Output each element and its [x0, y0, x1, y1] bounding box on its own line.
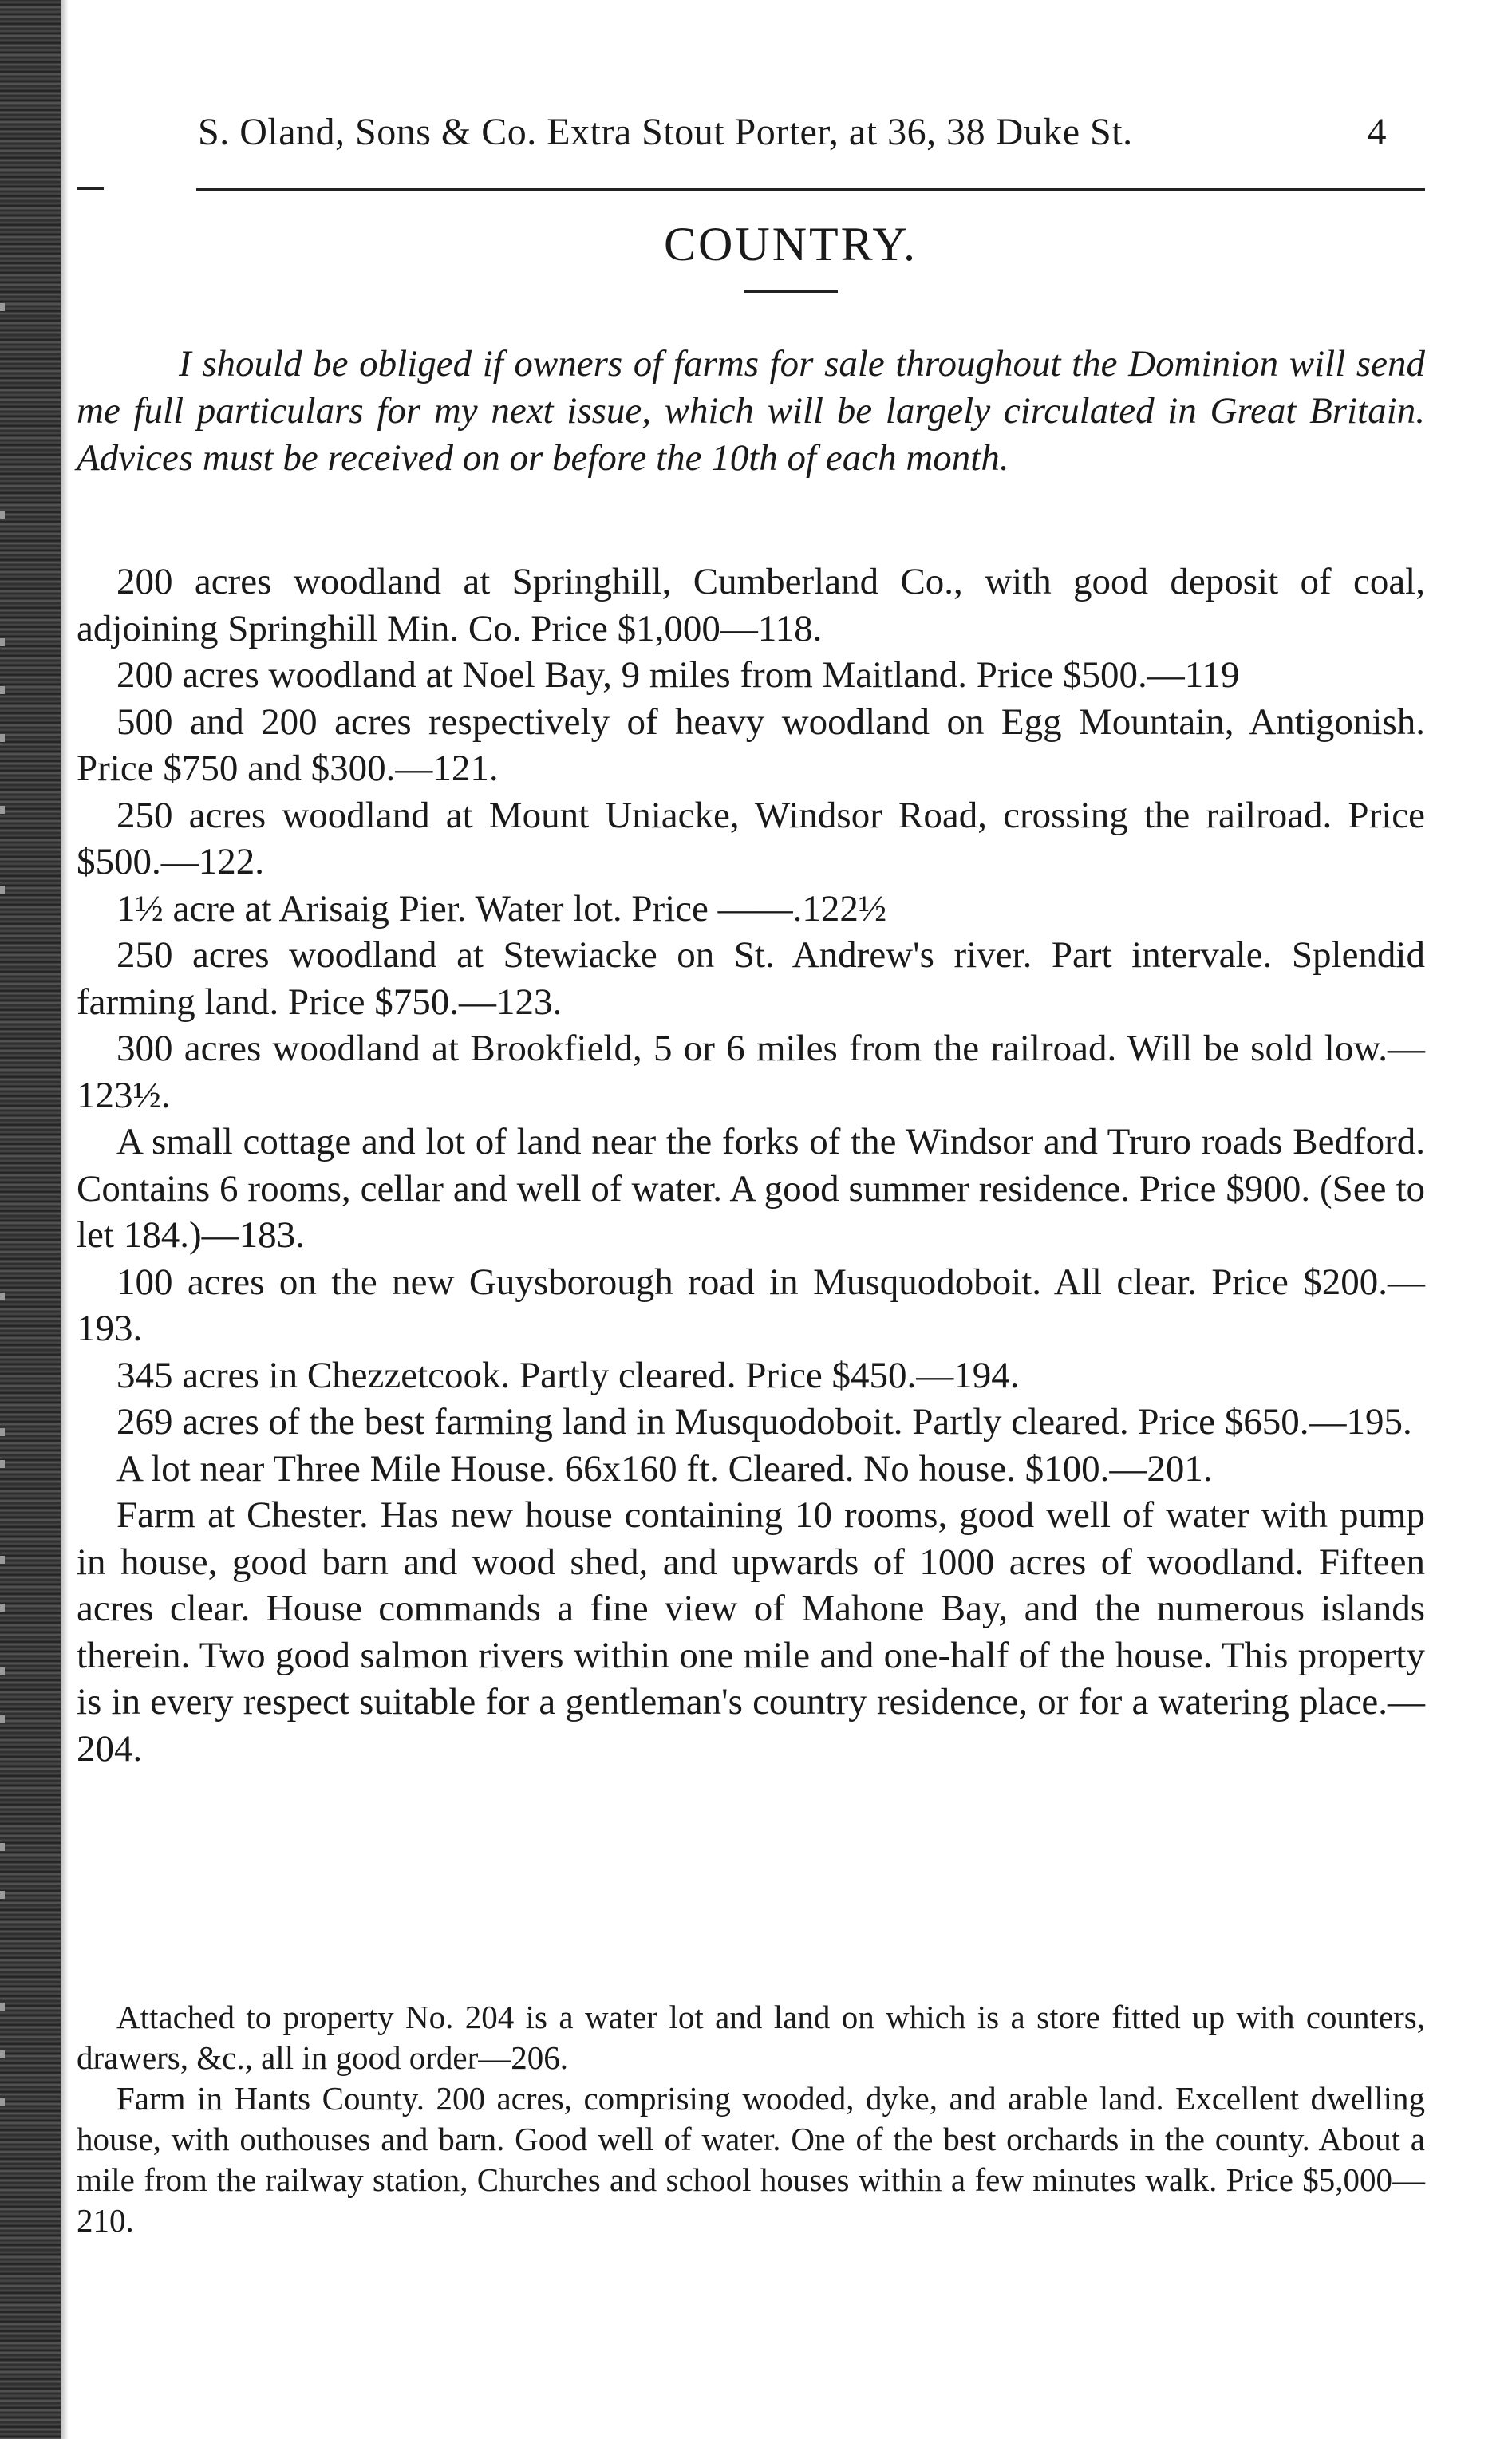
header-dash	[77, 187, 104, 190]
gutter-speck	[0, 734, 5, 742]
listing-item: 500 and 200 acres respectively of heavy woodland on Egg Mountain, Antigonish. Price $750 and $300.—121.	[77, 701, 1425, 789]
page-number: 4	[1367, 111, 1387, 153]
property-listings	[77, 558, 1425, 1772]
listing-item-small: Attached to property No. 204 is a water lot and land on which is a store fitted up with counters, drawers, &c., all in good order—206.	[77, 1999, 1425, 2076]
gutter-speck	[0, 511, 5, 519]
listing-item: A small cottage and lot of land near the forks of the Windsor and Truro roads Bedford. Contains 6 rooms, cellar and well of water. A good summer residence. Price $900. (See to let 184.)—183.	[77, 1121, 1425, 1256]
gutter-speck	[0, 1604, 5, 1612]
listing-item: 200 acres woodland at Noel Bay, 9 miles from Maitland. Price $500.—119	[116, 654, 1240, 696]
listing-item: 1½ acre at Arisaig Pier. Water lot. Price ——.122½	[116, 887, 887, 929]
gutter-speck	[0, 1460, 5, 1468]
listing-item: 100 acres on the new Guysborough road in Musquodoboit. All clear. Price $200.—193.	[77, 1261, 1425, 1349]
gutter-marks	[0, 0, 24, 2439]
gutter-speck	[0, 1428, 5, 1436]
gutter-speck	[0, 1556, 5, 1564]
section-title: COUNTRY.	[664, 218, 918, 270]
property-listings-small	[77, 1997, 1425, 2241]
gutter-speck	[0, 2003, 5, 2011]
gutter-speck	[0, 1293, 5, 1300]
gutter-speck	[0, 686, 5, 694]
gutter-speck	[0, 1667, 5, 1675]
gutter-speck	[0, 1891, 5, 1899]
gutter-speck	[0, 638, 5, 646]
gutter-speck	[0, 1715, 5, 1723]
gutter-speck	[0, 886, 5, 894]
listing-item: 345 acres in Chezzetcook. Partly cleared. Price $450.—194.	[116, 1354, 1020, 1396]
listing-item: Farm at Chester. Has new house containing 10 rooms, good well of water with pump in house, good barn and wood shed, and upwards of 1000 acres of woodland. Fifteen acres clear. House commands a fine view of Mahone Bay, and the numerous islands therein. Two good salmon rivers within one mile and one-half of the house. This property is in every respect suitable for a gentleman's country residence, or for a watering place.—204.	[77, 1494, 1425, 1770]
gutter-speck	[0, 1843, 5, 1851]
gutter-speck	[0, 806, 5, 814]
header-rule	[196, 188, 1425, 191]
title-rule	[744, 290, 838, 293]
gutter-speck	[0, 2098, 5, 2106]
running-header	[134, 110, 1387, 161]
gutter-speck	[0, 2050, 5, 2058]
gutter-speck	[0, 303, 5, 311]
listing-item: 269 acres of the best farming land in Musquodoboit. Partly cleared. Price $650.—195.	[116, 1401, 1412, 1442]
listing-item-small: Farm in Hants County. 200 acres, comprising wooded, dyke, and arable land. Excellent dwelling house, with outhouses and barn. Good well of water. One of the best orchards in the county. About a mile from the railway station, Churches and school houses within a few minutes walk. Price $5,000—210.	[77, 2080, 1425, 2239]
running-header-text: S. Oland, Sons & Co. Extra Stout Porter, at 36, 38 Duke St.	[198, 111, 1133, 153]
intro-paragraph: I should be obliged if owners of farms for sale throughout the Dominion will send me full particulars for my next issue, which will be largely circulated in Great Britain. Advices must be received on or before the 10th of each month.	[77, 343, 1425, 479]
listing-item: A lot near Three Mile House. 66x160 ft. Cleared. No house. $100.—201.	[116, 1447, 1213, 1490]
page-binding-shadow	[61, 0, 69, 2439]
listing-item: 250 acres woodland at Stewiacke on St. Andrew's river. Part intervale. Splendid farming land. Price $750.—123.	[77, 934, 1425, 1023]
listing-item: 200 acres woodland at Springhill, Cumberland Co., with good deposit of coal, adjoining Springhill Min. Co. Price $1,000—118.	[77, 561, 1425, 649]
listing-item: 250 acres woodland at Mount Uniacke, Windsor Road, crossing the railroad. Price $500.—122.	[77, 794, 1425, 882]
listing-item: 300 acres woodland at Brookfield, 5 or 6 miles from the railroad. Will be sold low.—123½.	[77, 1028, 1425, 1116]
